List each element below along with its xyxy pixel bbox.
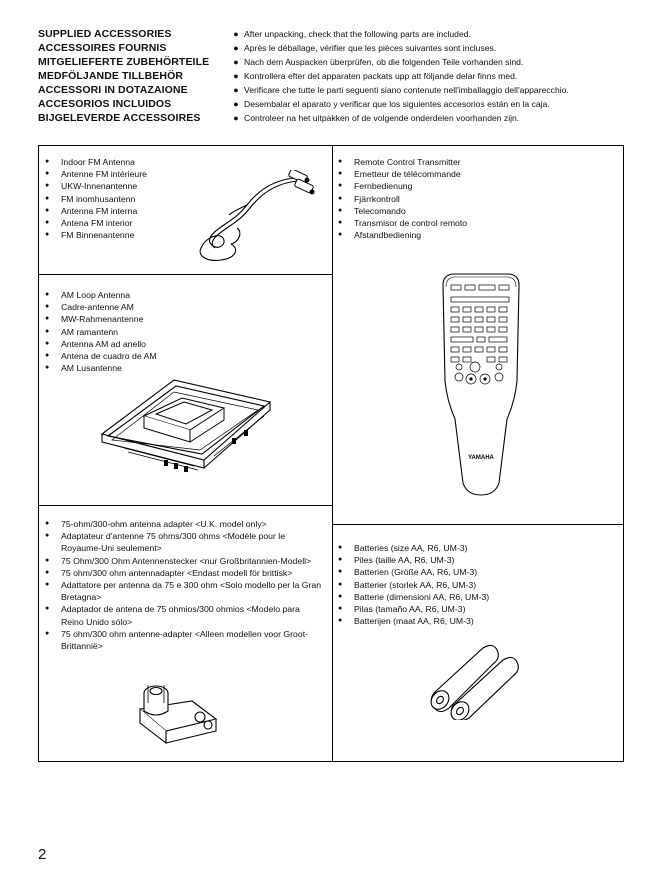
list-item: ● 75 Ohm/300 Ohm Antennenstecker <nur Großbritannien-Modell> bbox=[39, 555, 324, 567]
header-row: MITGELIEFERTE ZUBEHÖRTEILE ● Nach dem Auspacken überprüfen, ob die folgenden Teile vorhanden sind. bbox=[38, 56, 524, 68]
fm-antenna-illustration bbox=[177, 170, 317, 270]
list-item: ● Piles (taille AA, R6, UM-3) bbox=[332, 554, 624, 566]
list-item: ● Batterien (Größe AA, R6, UM-3) bbox=[332, 566, 624, 578]
section-title: SUPPLIED ACCESSORIES bbox=[38, 28, 172, 40]
supplied-accessories-header bbox=[38, 27, 638, 125]
section-title: MITGELIEFERTE ZUBEHÖRTEILE bbox=[38, 56, 210, 68]
section-title: MEDFÖLJANDE TILLBEHÖR bbox=[38, 70, 184, 82]
list-item: ● FM Binnenantenne bbox=[39, 229, 332, 241]
list-item: ● Cadre-antenne AM bbox=[39, 301, 332, 313]
list-item: ● Antena FM interior bbox=[39, 217, 332, 229]
section-instruction: Desembalar el aparato y verificar que los siguientes accesorios están en la caja. bbox=[244, 99, 550, 109]
list-item: ● Batterijen (maat AA, R6, UM-3) bbox=[332, 615, 624, 627]
list-item: ● Adaptateur d'antenne 75 ohms/300 ohms <Modèle pour le Royaume-Uni seulement> bbox=[39, 530, 324, 554]
list-item: ● 75-ohm/300-ohm antenna adapter <U.K. model only> bbox=[39, 518, 324, 530]
batteries-cell bbox=[332, 542, 624, 627]
header-row: ACCESORIOS INCLUIDOS ● Desembalar el aparato y verificar que los siguientes accesorios están en la caja. bbox=[38, 98, 550, 110]
list-item: ● Emetteur de télécommande bbox=[332, 168, 624, 180]
list-item: ● Antenna FM interna bbox=[39, 205, 332, 217]
list-item: ● Adaptador de antena de 75 ohmios/300 ohmios <Modelo para Reino Unido sólo> bbox=[39, 603, 324, 627]
list-item: ● FM inomhusantenn bbox=[39, 193, 332, 205]
list-item: ● Antenna AM ad anello bbox=[39, 338, 332, 350]
remote-cell bbox=[332, 156, 624, 241]
list-item: ● Remote Control Transmitter bbox=[332, 156, 624, 168]
section-instruction: Verificare che tutte le parti seguenti siano contenute nell'imballaggio dell'apparecchio. bbox=[244, 85, 569, 95]
batteries-illustration bbox=[421, 640, 531, 720]
list-item: ● Fernbedienung bbox=[332, 180, 624, 192]
section-instruction: Controleer na het uitpakken of de volgende onderdelen voorhanden zijn. bbox=[244, 113, 520, 123]
list-item: ● 75 ohm/300 ohm antenne-adapter <Alleen modellen voor Groot-Brittannië> bbox=[39, 628, 324, 652]
list-item: ● AM ramantenn bbox=[39, 326, 332, 338]
antenna-adapter-illustration bbox=[134, 679, 224, 747]
list-item: ● Fjärrkontroll bbox=[332, 193, 624, 205]
list-item: ● 75 ohm/300 ohm antennadapter <Endast modell för brittisk> bbox=[39, 567, 324, 579]
list-item: ● MW-Rahmenantenne bbox=[39, 313, 332, 325]
list-item: ● Adattatore per antenna da 75 e 300 ohm <Solo modello per la Gran Bretagna> bbox=[39, 579, 324, 603]
batteries-list bbox=[332, 542, 624, 627]
header-row: SUPPLIED ACCESSORIES ● After unpacking, check that the following parts are included. bbox=[38, 28, 471, 40]
section-title: ACCESORIOS INCLUIDOS bbox=[38, 98, 172, 110]
list-item: ● Antenne FM intérieure bbox=[39, 168, 332, 180]
list-item: ● Pilas (tamaño AA, R6, UM-3) bbox=[332, 603, 624, 615]
page-number: 2 bbox=[38, 846, 47, 863]
am-antenna-cell bbox=[39, 289, 332, 374]
am-loop-antenna-illustration bbox=[94, 374, 279, 486]
list-item: ● Afstandbediening bbox=[332, 229, 624, 241]
list-item: ● Transmisor de control remoto bbox=[332, 217, 624, 229]
remote-list bbox=[332, 156, 624, 241]
header-row: MEDFÖLJANDE TILLBEHÖR ● Kontrollera efter det apparaten packats upp att följande delar finns med. bbox=[38, 70, 518, 82]
header-row: ACCESSORI IN DOTAZAIONE ● Verificare che tutte le parti seguenti siano contenute nell'imballaggio dell'apparecchio. bbox=[38, 84, 569, 96]
remote-brand-label: YAMAHA bbox=[468, 455, 494, 461]
section-instruction: Kontrollera efter det apparaten packats upp att följande delar finns med. bbox=[244, 71, 518, 81]
accessories-grid bbox=[38, 145, 624, 762]
list-item: ● Telecomando bbox=[332, 205, 624, 217]
header-row: BIJGELEVERDE ACCESSOIRES ● Controleer na het uitpakken of de volgende onderdelen voorhanden zijn. bbox=[38, 112, 520, 124]
am-antenna-list bbox=[39, 289, 332, 374]
header-row: ACCESSOIRES FOURNIS ● Après le déballage, vérifier que les pièces suivantes sont incluses. bbox=[38, 42, 497, 54]
section-title: BIJGELEVERDE ACCESSOIRES bbox=[38, 112, 201, 124]
list-item: ● AM Lusantenne bbox=[39, 362, 332, 374]
section-title: ACCESSOIRES FOURNIS bbox=[38, 42, 167, 54]
adapter-cell bbox=[39, 518, 332, 652]
list-item: ● Batteries (size AA, R6, UM-3) bbox=[332, 542, 624, 554]
section-instruction: After unpacking, check that the following parts are included. bbox=[244, 29, 471, 39]
row-divider bbox=[39, 274, 332, 275]
remote-control-illustration bbox=[437, 271, 525, 499]
row-divider bbox=[332, 524, 624, 525]
adapter-list bbox=[39, 518, 324, 652]
list-item: ● Antena de cuadro de AM bbox=[39, 350, 332, 362]
list-item: ● AM Loop Antenna bbox=[39, 289, 332, 301]
list-item: ● Batterie (dimensioni AA, R6, UM-3) bbox=[332, 591, 624, 603]
list-item: ● Batterier (storlek AA, R6, UM-3) bbox=[332, 579, 624, 591]
list-item: ● UKW-Innenantenne bbox=[39, 180, 332, 192]
section-title: ACCESSORI IN DOTAZAIONE bbox=[38, 84, 188, 96]
section-instruction: Après le déballage, vérifier que les pièces suivantes sont incluses. bbox=[244, 43, 497, 53]
list-item: ● Indoor FM Antenna bbox=[39, 156, 332, 168]
section-instruction: Nach dem Auspacken überprüfen, ob die folgenden Teile vorhanden sind. bbox=[244, 57, 524, 67]
row-divider bbox=[39, 505, 332, 506]
